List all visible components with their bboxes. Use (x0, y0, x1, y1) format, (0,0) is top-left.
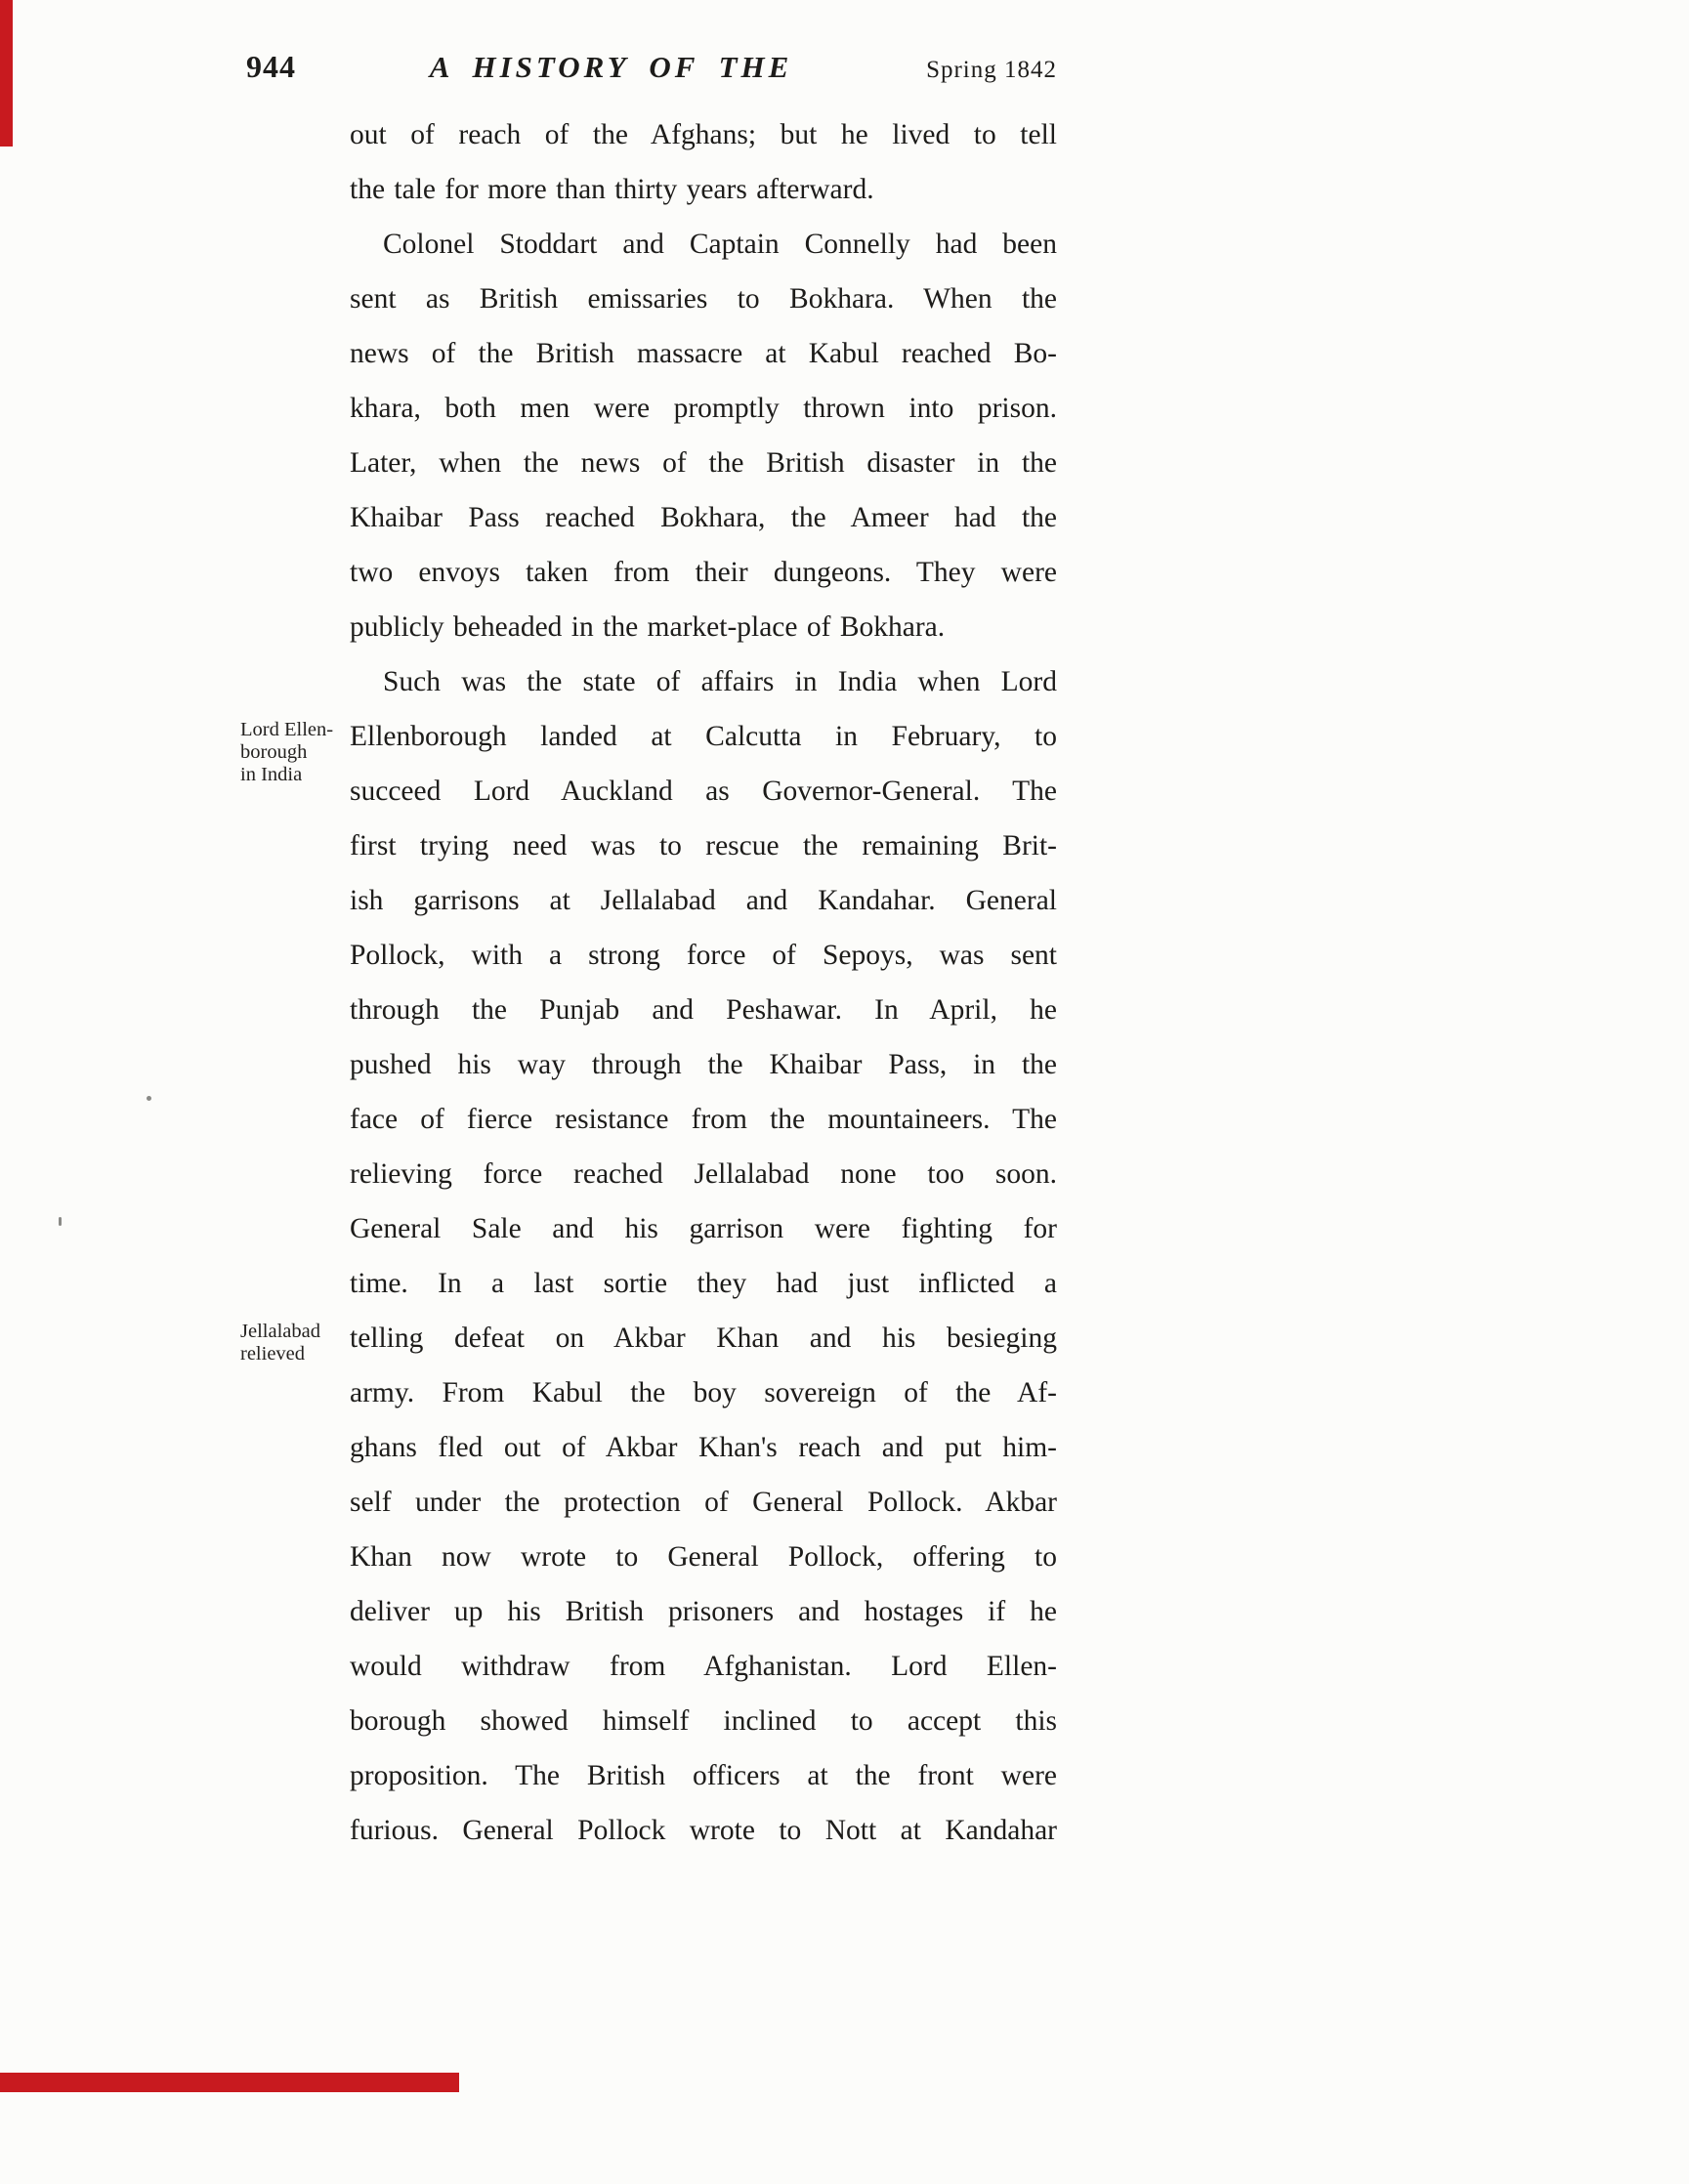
margin-note-line: Jellalabad (240, 1321, 320, 1342)
text-line: deliver up his British prisoners and hostages if he (350, 1596, 1057, 1627)
text-line: sent as British emissaries to Bokhara. When the (350, 283, 1057, 315)
text-line: Colonel Stoddart and Captain Connelly had been (383, 229, 1057, 260)
text-line: first trying need was to rescue the remaining Brit- (350, 830, 1057, 861)
text-line: Such was the state of affairs in India when Lord (383, 666, 1057, 697)
text-line: the tale for more than thirty years afterward. (350, 174, 874, 205)
text-line: Ellenborough landed at Calcutta in February, to (350, 721, 1057, 752)
text-line: army. From Kabul the boy sovereign of the Af- (350, 1377, 1057, 1408)
text-line: succeed Lord Auckland as Governor-General. The (350, 776, 1057, 807)
text-line: ghans fled out of Akbar Khan's reach and put him- (350, 1432, 1057, 1463)
text-line: pushed his way through the Khaibar Pass, in the (350, 1049, 1057, 1080)
scan-artifact-left-bar (0, 0, 13, 147)
text-line: Khaibar Pass reached Bokhara, the Ameer had the (350, 502, 1057, 533)
running-title: A HISTORY OF THE (429, 50, 793, 84)
page-number: 944 (246, 49, 296, 84)
text-line: self under the protection of General Pollock. Akbar (350, 1487, 1057, 1518)
margin-note-line: borough (240, 741, 308, 763)
body-text (240, 107, 1057, 1858)
margin-note (240, 719, 346, 786)
text-line: borough showed himself inclined to accept this (350, 1705, 1057, 1737)
text-line: proposition. The British officers at the front were (350, 1760, 1057, 1791)
text-line: would withdraw from Afghanistan. Lord Ellen- (350, 1651, 1057, 1682)
text-line: telling defeat on Akbar Khan and his besieging (350, 1323, 1057, 1354)
margin-note (240, 1321, 346, 1365)
text-line: khara, both men were promptly thrown into prison. (350, 393, 1057, 424)
header-date: Spring 1842 (926, 57, 1057, 83)
page-header (246, 49, 1057, 85)
scan-artifact-bottom-bar (0, 2073, 459, 2092)
text-line: out of reach of the Afghans; but he lived to tell (350, 119, 1057, 150)
text-line: time. In a last sortie they had just inflicted a (350, 1268, 1057, 1299)
margin-note-line: relieved (240, 1343, 306, 1365)
scan-speck (59, 1217, 62, 1226)
text-line: General Sale and his garrison were fighting for (350, 1213, 1057, 1244)
text-line: face of fierce resistance from the mountaineers. The (350, 1104, 1057, 1135)
text-line: Khan now wrote to General Pollock, offering to (350, 1541, 1057, 1573)
text-line: furious. General Pollock wrote to Nott at Kandahar (350, 1815, 1057, 1846)
margin-note-line: Lord Ellen- (240, 719, 334, 740)
text-line: Pollock, with a strong force of Sepoys, was sent (350, 940, 1057, 971)
text-line: Later, when the news of the British disaster in the (350, 447, 1057, 479)
text-line: two envoys taken from their dungeons. They were (350, 557, 1057, 588)
text-line: news of the British massacre at Kabul reached Bo- (350, 338, 1057, 369)
margin-note-line: in India (240, 764, 303, 785)
scan-speck (147, 1096, 151, 1101)
text-line: ish garrisons at Jellalabad and Kandahar. General (350, 885, 1057, 916)
text-line: relieving force reached Jellalabad none too soon. (350, 1158, 1057, 1190)
text-line: publicly beheaded in the market-place of Bokhara. (350, 611, 946, 643)
text-line: through the Punjab and Peshawar. In April, he (350, 994, 1057, 1026)
